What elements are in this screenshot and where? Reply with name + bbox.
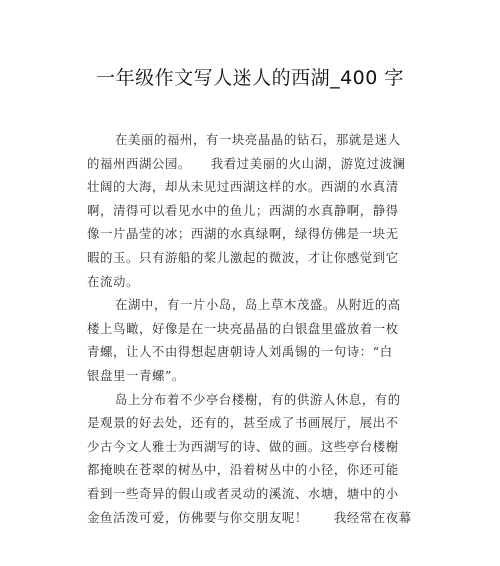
text-line: 暇的玉。只有游船的桨儿激起的微波，才让你感觉到它 xyxy=(87,249,399,265)
paragraph-2 xyxy=(87,293,401,387)
paragraph-3 xyxy=(87,388,412,530)
text-line: 在流动。 xyxy=(87,273,139,289)
text-line: 在美丽的福州，有一块亮晶晶的钻石，那就是迷人 xyxy=(115,132,401,147)
text-line: 银盘里一青螺”。 xyxy=(87,367,185,383)
article-title: 一年级作文写人迷人的西湖_400 字 xyxy=(96,67,404,89)
text-line: 的福州西湖公园。 我看过美丽的火山湖，游览过波澜 xyxy=(87,155,406,171)
text-line: 青螺，让人不由得想起唐朝诗人刘禹锡的一句诗：“白 xyxy=(87,344,393,360)
text-line: 少古今文人雅士为西湖写的诗、做的画。这些亭台楼榭 xyxy=(87,438,399,454)
text-line: 岛上分布着不少亭台楼榭，有的供游人休息，有的 xyxy=(115,391,401,407)
text-line: 是观景的好去处，还有的，甚至成了书画展厅，展出不 xyxy=(87,415,399,431)
text-line: 壮阔的大海，却从未见过西湖这样的水。西湖的水真清 xyxy=(87,179,399,195)
text-line: 啊，清得可以看见水中的鱼儿；西湖的水真静啊，静得 xyxy=(87,202,399,218)
article-body xyxy=(87,128,412,529)
text-line: 都掩映在苍翠的树丛中，沿着树丛中的小径，你还可能 xyxy=(87,462,399,478)
text-line: 金鱼活泼可爱，仿佛要与你交朋友呢！ 我经常在夜幕 xyxy=(87,509,412,525)
text-line: 楼上鸟瞰，好像是在一块亮晶晶的白银盘里盛放着一枚 xyxy=(87,320,399,336)
text-line: 像一片晶莹的冰；西湖的水真绿啊，绿得仿佛是一块无 xyxy=(87,226,399,242)
text-line: 看到一些奇异的假山或者灵动的溪流、水塘，塘中的小 xyxy=(87,485,399,501)
text-line: 在湖中，有一片小岛，岛上草木茂盛。从附近的高 xyxy=(115,297,401,313)
paragraph-1 xyxy=(87,128,406,293)
